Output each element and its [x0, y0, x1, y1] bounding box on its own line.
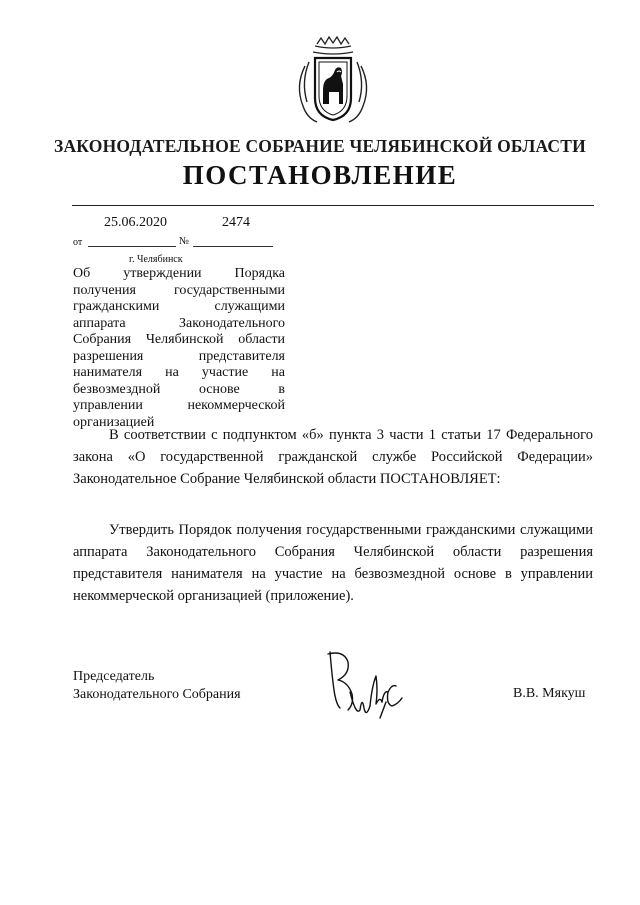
header-divider: [72, 205, 594, 206]
document-number: 2474: [222, 215, 250, 230]
signatory-name: В.В. Мякуш: [513, 686, 586, 701]
paragraph-1-text: В соответствии с подпунктом «б» пункта 3 части 1 статьи 17 Федерального закона «О государственной гражданской службе Российской Федерации» Законодательное Собрание Челябинской области ПОСТАНОВЛЯЕТ:: [73, 427, 593, 487]
signatory-role-line-2: Законодательного Собрания: [73, 687, 241, 702]
date-label: от: [73, 237, 83, 248]
paragraph-2-text: Утвердить Порядок получения государственными гражданскими служащими аппарата Законодательного Собрания Челябинской области разрешения представителя нанимателя на участие на безвозмездной основе в управлении некоммерческой организацией (приложение).: [73, 522, 593, 604]
document-subject: Об утверждении Порядка получения государственными гражданскими служащими аппарата Законодательного Собрания Челябинской области разрешения представителя нанимателя на участие на безвозмездной основе в управлении некоммерческой организацией: [73, 266, 285, 430]
signatory-role: [73, 668, 241, 704]
number-underline: [193, 246, 273, 247]
city-label: г. Челябинск: [129, 254, 183, 265]
organization-title: ЗАКОНОДАТЕЛЬНОЕ СОБРАНИЕ ЧЕЛЯБИНСКОЙ ОБЛАСТИ: [54, 136, 586, 156]
document-date: 25.06.2020: [104, 215, 167, 230]
handwritten-signature: [322, 646, 412, 722]
coat-of-arms-emblem: [293, 36, 373, 128]
body-paragraph-2: [73, 519, 593, 607]
body-paragraph-1: [73, 424, 593, 490]
document-type-heading: ПОСТАНОВЛЕНИЕ: [182, 160, 458, 190]
date-underline: [88, 246, 176, 247]
number-label: №: [179, 236, 190, 247]
signatory-role-line-1: Председатель: [73, 669, 155, 684]
